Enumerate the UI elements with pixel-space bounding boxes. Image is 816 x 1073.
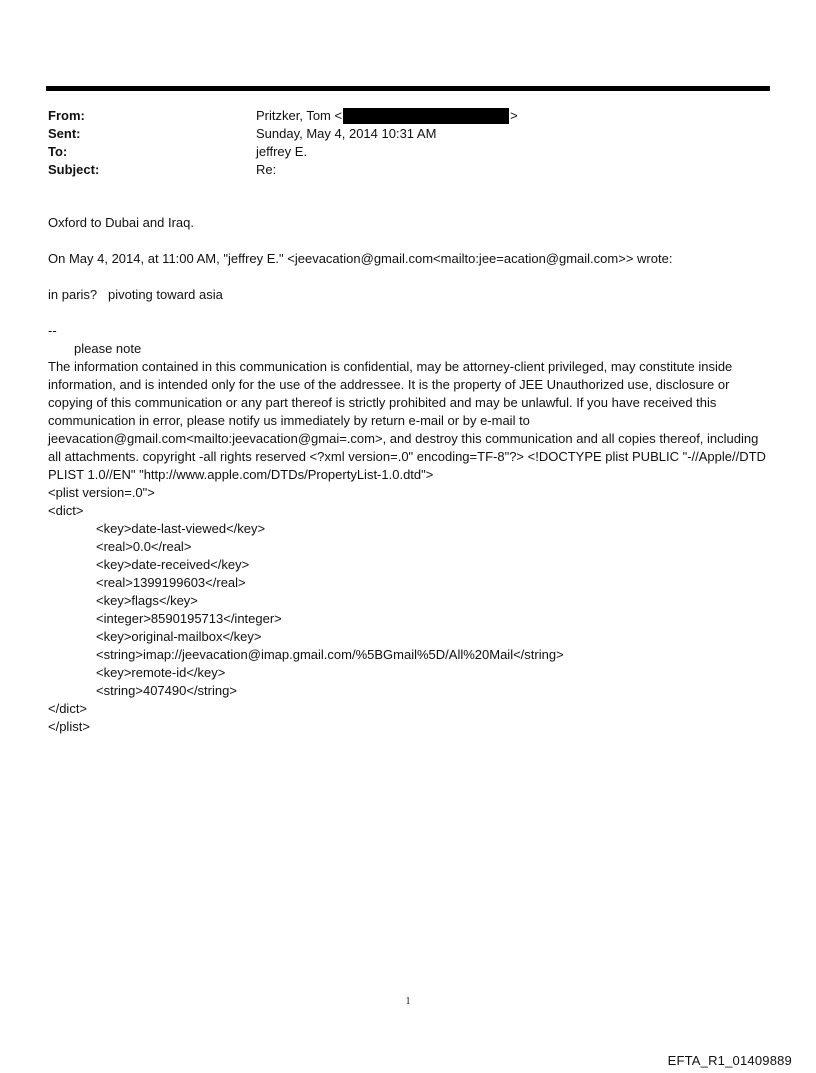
to-label: To: [48, 144, 68, 159]
from-close-bracket: > [510, 108, 518, 123]
reply-text: Oxford to Dubai and Iraq. [48, 215, 194, 230]
plist-line: <real>1399199603</real> [96, 575, 246, 590]
dict-close-tag: </dict> [48, 701, 88, 716]
page-number: 1 [405, 996, 411, 1007]
please-note-heading: please note [74, 341, 142, 356]
signature-separator: -- [48, 323, 57, 338]
sent-row [48, 125, 748, 143]
from-name: Pritzker, Tom < [256, 108, 343, 123]
plist-line: <string>imap://jeevacation@imap.gmail.com/%5BGmail%5D/All%20Mail</string> [96, 647, 564, 662]
plist-line: <real>0.0</real> [96, 539, 192, 554]
plist-line: <key>original-mailbox</key> [96, 629, 262, 644]
from-row [48, 107, 748, 125]
from-value [256, 107, 518, 125]
sent-value: Sunday, May 4, 2014 10:31 AM [256, 126, 437, 141]
dict-open-tag: <dict> [48, 503, 84, 518]
subject-value: Re: [256, 162, 277, 177]
quote-attribution: On May 4, 2014, at 11:00 AM, "jeffrey E." <jeevacation@gmail.com<mailto:jee=acation@gmail.com>> wrote: [48, 251, 673, 266]
plist-line: <key>date-last-viewed</key> [96, 521, 266, 536]
plist-open-tag: <plist version=.0"> [48, 485, 155, 500]
subject-row [48, 161, 748, 179]
sent-label: Sent: [48, 126, 81, 141]
email-header [48, 107, 748, 179]
plist-line: <key>remote-id</key> [96, 665, 226, 680]
redaction-box [343, 108, 509, 124]
plist-line: <key>date-received</key> [96, 557, 250, 572]
plist-close-tag: </plist> [48, 719, 90, 734]
document-id: EFTA_R1_01409889 [667, 1053, 792, 1068]
confidentiality-disclaimer: The information contained in this communication is confidential, may be attorney-client privileged, may constitute inside information, and is intended only for the use of the addressee. It is the property of JEE Unauthorized use, disclosure or copying of this communication or any part thereof is strictly prohibited and may be unlawful. If you have received this communication in error, please notify us immediately by return e-mail or by e-mail to jeevacation@gmail.com<mailto:jeevacation@gmai=.com>, and destroy this communication and all copies thereof, including all attachments. copyright -all rights reserved <?xml version=.0" encoding=TF-8"?> <!DOCTYPE plist PUBLIC "-//Apple//DTD PLIST 1.0//EN" "http://www.apple.com/DTDs/PropertyList-1.0.dtd"> [48, 359, 770, 482]
plist-line: <integer>8590195713</integer> [96, 611, 282, 626]
to-value: jeffrey E. [256, 144, 308, 159]
from-label: From: [48, 108, 85, 123]
to-row [48, 143, 748, 161]
header-divider [46, 86, 770, 91]
plist-line: <string>407490</string> [96, 683, 237, 698]
subject-label: Subject: [48, 162, 100, 177]
plist-line: <key>flags</key> [96, 593, 198, 608]
quoted-message: in paris? pivoting toward asia [48, 287, 223, 302]
email-body [48, 214, 770, 736]
